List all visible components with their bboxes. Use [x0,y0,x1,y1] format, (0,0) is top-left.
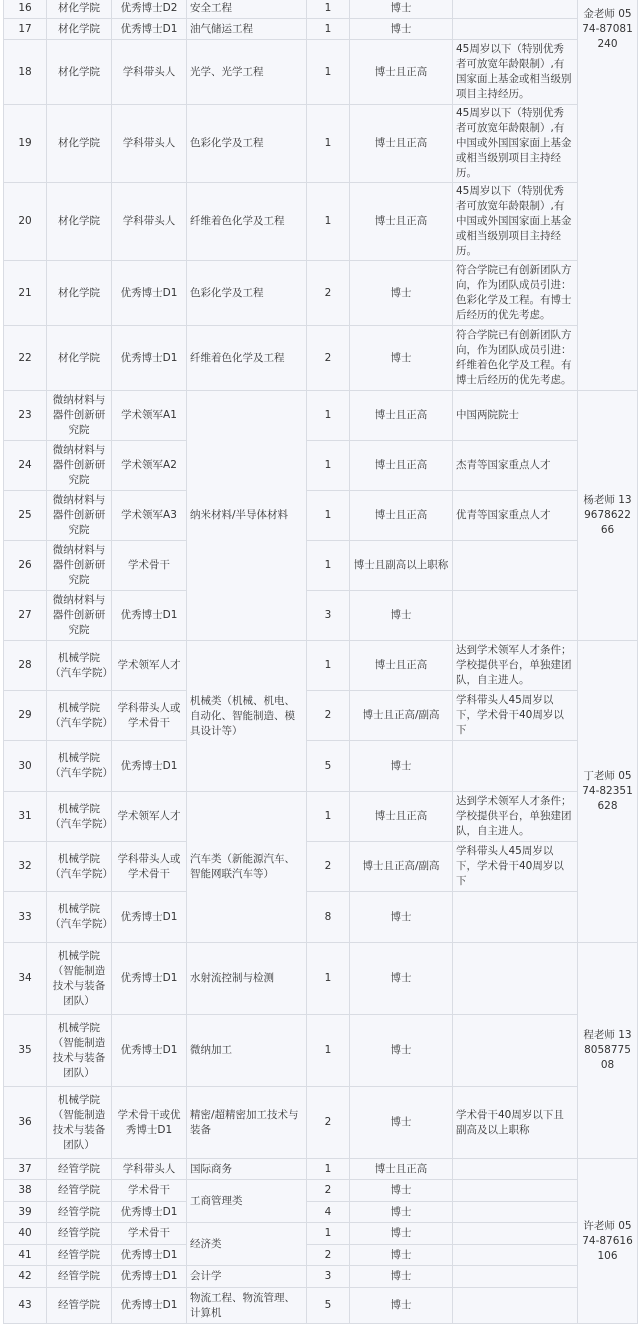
notes-cell [453,19,578,40]
notes-cell [453,1159,578,1180]
degree-requirement-cell: 博士 [350,1288,453,1324]
table-row [4,691,638,741]
college-cell: 材化学院 [47,0,112,19]
position-type-cell: 学术领军人才 [112,641,187,691]
college-cell: 机械学院（智能制造技术与装备团队） [47,1015,112,1087]
headcount-cell: 1 [307,105,350,183]
discipline-cell: 油气储运工程 [187,19,307,40]
position-type-cell: 优秀博士D1 [112,1015,187,1087]
notes-cell [453,741,578,792]
row-number-cell: 29 [4,691,47,741]
college-cell: 材化学院 [47,19,112,40]
row-number-cell: 36 [4,1087,47,1159]
row-number-cell: 21 [4,261,47,326]
position-type-cell: 优秀博士D1 [112,741,187,792]
degree-requirement-cell: 博士且正高 [350,491,453,541]
degree-requirement-cell: 博士且副高以上职称 [350,541,453,591]
degree-requirement-cell: 博士且正高 [350,1159,453,1180]
table-row [4,1223,638,1245]
degree-requirement-cell: 博士且正高/副高 [350,691,453,741]
row-number-cell: 16 [4,0,47,19]
college-cell: 机械学院（智能制造技术与装备团队） [47,1087,112,1159]
notes-cell: 中国两院院士 [453,391,578,441]
row-number-cell: 22 [4,326,47,391]
table-row [4,842,638,892]
college-cell: 材化学院 [47,40,112,105]
headcount-cell: 2 [307,842,350,892]
college-cell: 经管学院 [47,1223,112,1245]
notes-cell: 达到学术领军人才条件；学校提供平台，单独建团队，自主进人。 [453,792,578,842]
headcount-cell: 2 [307,261,350,326]
college-cell: 机械学院（汽车学院） [47,792,112,842]
notes-cell: 杰青等国家重点人才 [453,441,578,491]
recruitment-table [3,0,638,1324]
contact-cell: 程老师 13805877508 [578,943,638,1159]
row-number-cell: 18 [4,40,47,105]
table-row [4,1180,638,1202]
row-number-cell: 27 [4,591,47,641]
degree-requirement-cell: 博士且正高 [350,792,453,842]
degree-requirement-cell: 博士 [350,19,453,40]
headcount-cell: 1 [307,19,350,40]
discipline-cell: 色彩化学及工程 [187,261,307,326]
college-cell: 机械学院（汽车学院） [47,892,112,943]
discipline-cell: 机械类（机械、机电、自动化、智能制造、模具设计等） [187,641,307,792]
position-type-cell: 优秀博士D1 [112,261,187,326]
notes-cell [453,1180,578,1202]
headcount-cell: 1 [307,541,350,591]
discipline-cell: 纤维着色化学及工程 [187,183,307,261]
row-number-cell: 28 [4,641,47,691]
degree-requirement-cell: 博士 [350,1087,453,1159]
notes-cell [453,1223,578,1245]
notes-cell: 符合学院已有创新团队方向，作为团队成员引进：纤维着色化学及工程。有博士后经历的优先考虑。 [453,326,578,391]
headcount-cell: 1 [307,183,350,261]
headcount-cell: 1 [307,0,350,19]
headcount-cell: 1 [307,1223,350,1245]
degree-requirement-cell: 博士 [350,1180,453,1202]
position-type-cell: 优秀博士D1 [112,591,187,641]
contact-cell: 许老师 0574-87616106 [578,1159,638,1324]
position-type-cell: 优秀博士D1 [112,892,187,943]
row-number-cell: 34 [4,943,47,1015]
headcount-cell: 1 [307,943,350,1015]
discipline-cell: 水射流控制与检测 [187,943,307,1015]
table-row [4,391,638,441]
contact-cell: 金老师 0574-87081240 [578,0,638,391]
degree-requirement-cell: 博士且正高 [350,391,453,441]
row-number-cell: 17 [4,19,47,40]
college-cell: 机械学院（汽车学院） [47,691,112,741]
college-cell: 机械学院（汽车学院） [47,741,112,792]
contact-cell: 杨老师 13967862266 [578,391,638,641]
discipline-cell: 精密/超精密加工技术与装备 [187,1087,307,1159]
table-row [4,441,638,491]
table-row [4,1266,638,1288]
college-cell: 机械学院（汽车学院） [47,842,112,892]
row-number-cell: 31 [4,792,47,842]
row-number-cell: 19 [4,105,47,183]
college-cell: 材化学院 [47,326,112,391]
position-type-cell: 学科带头人 [112,183,187,261]
table-body [4,0,638,1324]
college-cell: 微纳材料与器件创新研究院 [47,591,112,641]
college-cell: 机械学院（智能制造技术与装备团队） [47,943,112,1015]
position-type-cell: 优秀博士D1 [112,1288,187,1324]
row-number-cell: 35 [4,1015,47,1087]
row-number-cell: 30 [4,741,47,792]
discipline-cell: 微纳加工 [187,1015,307,1087]
row-number-cell: 26 [4,541,47,591]
notes-cell [453,1266,578,1288]
position-type-cell: 学科带头人 [112,1159,187,1180]
headcount-cell: 2 [307,691,350,741]
notes-cell: 达到学术领军人才条件；学校提供平台，单独建团队，自主进人。 [453,641,578,691]
headcount-cell: 1 [307,491,350,541]
notes-cell [453,1202,578,1223]
notes-cell: 学科带头人45周岁以下，学术骨干40周岁以下 [453,842,578,892]
position-type-cell: 优秀博士D1 [112,19,187,40]
college-cell: 微纳材料与器件创新研究院 [47,441,112,491]
table-row [4,943,638,1015]
row-number-cell: 41 [4,1245,47,1266]
discipline-cell: 纳米材料/半导体材料 [187,391,307,641]
notes-cell [453,591,578,641]
contact-cell: 丁老师 0574-82351628 [578,641,638,943]
row-number-cell: 32 [4,842,47,892]
table-row [4,641,638,691]
row-number-cell: 43 [4,1288,47,1324]
degree-requirement-cell: 博士且正高/副高 [350,842,453,892]
position-type-cell: 优秀博士D2 [112,0,187,19]
table-row [4,1087,638,1159]
table-row [4,1159,638,1180]
degree-requirement-cell: 博士且正高 [350,441,453,491]
position-type-cell: 学术领军A2 [112,441,187,491]
table-row [4,183,638,261]
headcount-cell: 2 [307,1087,350,1159]
position-type-cell: 学术骨干或优秀博士D1 [112,1087,187,1159]
headcount-cell: 2 [307,1180,350,1202]
row-number-cell: 20 [4,183,47,261]
headcount-cell: 4 [307,1202,350,1223]
degree-requirement-cell: 博士 [350,261,453,326]
position-type-cell: 学术领军人才 [112,792,187,842]
college-cell: 经管学院 [47,1266,112,1288]
notes-cell [453,541,578,591]
notes-cell: 学术骨干40周岁以下且副高及以上职称 [453,1087,578,1159]
notes-cell: 45周岁以下（特别优秀者可放宽年龄限制）,有中国或外国国家面上基金或相当级别项目主持经历。 [453,183,578,261]
degree-requirement-cell: 博士 [350,892,453,943]
row-number-cell: 37 [4,1159,47,1180]
college-cell: 材化学院 [47,261,112,326]
position-type-cell: 优秀博士D1 [112,943,187,1015]
degree-requirement-cell: 博士且正高 [350,183,453,261]
degree-requirement-cell: 博士 [350,1202,453,1223]
college-cell: 微纳材料与器件创新研究院 [47,391,112,441]
notes-cell [453,0,578,19]
college-cell: 经管学院 [47,1159,112,1180]
notes-cell: 45周岁以下（特别优秀者可放宽年龄限制）,有国家面上基金或相当级别项目主持经历。 [453,40,578,105]
table-row [4,541,638,591]
discipline-cell: 国际商务 [187,1159,307,1180]
discipline-cell: 会计学 [187,1266,307,1288]
discipline-cell: 工商管理类 [187,1180,307,1223]
degree-requirement-cell: 博士 [350,591,453,641]
row-number-cell: 38 [4,1180,47,1202]
degree-requirement-cell: 博士 [350,1266,453,1288]
table-row [4,0,638,19]
headcount-cell: 1 [307,641,350,691]
headcount-cell: 1 [307,1015,350,1087]
position-type-cell: 学术领军A1 [112,391,187,441]
headcount-cell: 2 [307,326,350,391]
headcount-cell: 5 [307,741,350,792]
position-type-cell: 学术骨干 [112,541,187,591]
degree-requirement-cell: 博士且正高 [350,40,453,105]
notes-cell [453,1245,578,1266]
college-cell: 经管学院 [47,1180,112,1202]
degree-requirement-cell: 博士 [350,741,453,792]
headcount-cell: 1 [307,1159,350,1180]
table-row [4,591,638,641]
notes-cell [453,1288,578,1324]
row-number-cell: 39 [4,1202,47,1223]
table-row [4,491,638,541]
headcount-cell: 1 [307,792,350,842]
table-row [4,105,638,183]
discipline-cell: 色彩化学及工程 [187,105,307,183]
headcount-cell: 1 [307,391,350,441]
notes-cell [453,943,578,1015]
college-cell: 机械学院（汽车学院） [47,641,112,691]
college-cell: 经管学院 [47,1288,112,1324]
discipline-cell: 光学、光学工程 [187,40,307,105]
position-type-cell: 优秀博士D1 [112,1245,187,1266]
headcount-cell: 3 [307,1266,350,1288]
degree-requirement-cell: 博士 [350,326,453,391]
position-type-cell: 学术骨干 [112,1223,187,1245]
college-cell: 材化学院 [47,105,112,183]
table-row [4,1015,638,1087]
position-type-cell: 学科带头人 [112,40,187,105]
discipline-cell: 汽车类（新能源汽车、智能网联汽车等） [187,792,307,943]
headcount-cell: 1 [307,40,350,105]
discipline-cell: 纤维着色化学及工程 [187,326,307,391]
position-type-cell: 优秀博士D1 [112,326,187,391]
position-type-cell: 学科带头人或学术骨干 [112,842,187,892]
row-number-cell: 33 [4,892,47,943]
row-number-cell: 23 [4,391,47,441]
table-row [4,1202,638,1223]
degree-requirement-cell: 博士且正高 [350,105,453,183]
headcount-cell: 3 [307,591,350,641]
notes-cell: 45周岁以下（特别优秀者可放宽年龄限制）,有中国或外国国家面上基金或相当级别项目主持经历。 [453,105,578,183]
table-row [4,40,638,105]
degree-requirement-cell: 博士 [350,1245,453,1266]
position-type-cell: 学科带头人 [112,105,187,183]
table-row [4,326,638,391]
position-type-cell: 优秀博士D1 [112,1202,187,1223]
headcount-cell: 5 [307,1288,350,1324]
notes-cell [453,892,578,943]
notes-cell [453,1015,578,1087]
row-number-cell: 24 [4,441,47,491]
degree-requirement-cell: 博士 [350,943,453,1015]
row-number-cell: 42 [4,1266,47,1288]
degree-requirement-cell: 博士且正高 [350,641,453,691]
position-type-cell: 学术骨干 [112,1180,187,1202]
college-cell: 经管学院 [47,1202,112,1223]
degree-requirement-cell: 博士 [350,1015,453,1087]
row-number-cell: 40 [4,1223,47,1245]
table-row [4,792,638,842]
table-row [4,19,638,40]
row-number-cell: 25 [4,491,47,541]
notes-cell: 符合学院已有创新团队方向，作为团队成员引进：色彩化学及工程。有博士后经历的优先考虑。 [453,261,578,326]
headcount-cell: 1 [307,441,350,491]
notes-cell: 学科带头人45周岁以下，学术骨干40周岁以下 [453,691,578,741]
table-row [4,1245,638,1266]
position-type-cell: 学科带头人或学术骨干 [112,691,187,741]
college-cell: 微纳材料与器件创新研究院 [47,491,112,541]
discipline-cell: 经济类 [187,1223,307,1266]
table-row [4,741,638,792]
headcount-cell: 2 [307,1245,350,1266]
notes-cell: 优青等国家重点人才 [453,491,578,541]
college-cell: 材化学院 [47,183,112,261]
college-cell: 经管学院 [47,1245,112,1266]
table-row [4,892,638,943]
degree-requirement-cell: 博士 [350,0,453,19]
headcount-cell: 8 [307,892,350,943]
position-type-cell: 学术领军A3 [112,491,187,541]
college-cell: 微纳材料与器件创新研究院 [47,541,112,591]
degree-requirement-cell: 博士 [350,1223,453,1245]
discipline-cell: 物流工程、物流管理、计算机 [187,1288,307,1324]
table-row [4,261,638,326]
table-row [4,1288,638,1324]
discipline-cell: 安全工程 [187,0,307,19]
position-type-cell: 优秀博士D1 [112,1266,187,1288]
